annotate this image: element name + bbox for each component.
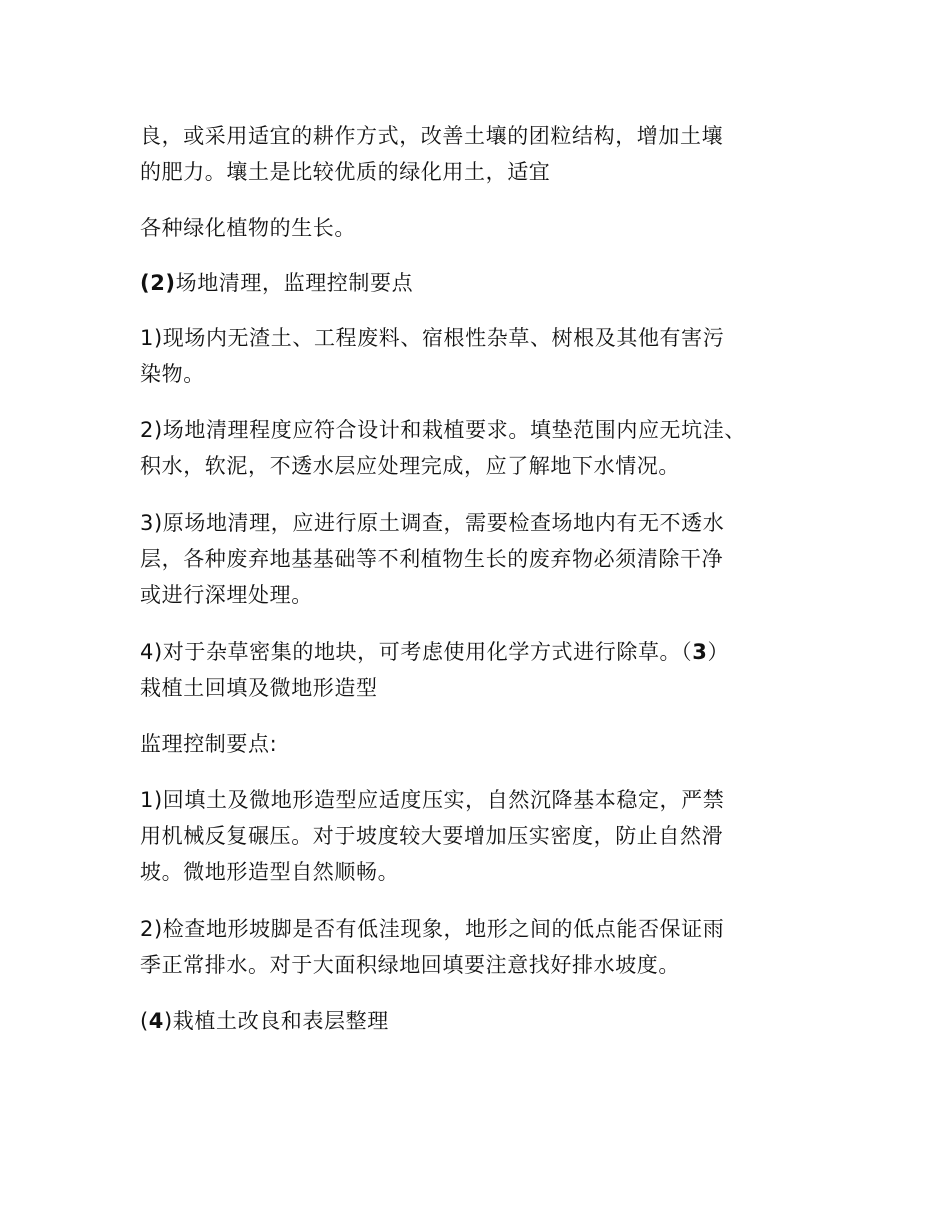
text-line: 积水，软泥，不透水层应处理完成，应了解地下水情况。 xyxy=(140,454,680,478)
text-line: 坡。微地形造型自然顺畅。 xyxy=(140,860,400,884)
section-heading-soil-improvement xyxy=(140,1003,820,1039)
paragraph-plant-growth xyxy=(140,210,820,246)
text-line: 或进行深埋处理。 xyxy=(140,583,313,607)
text-line: 1)回填土及微地形造型应适度压实，自然沉降基本稳定，严禁 xyxy=(140,788,725,812)
section-heading-site-clearing xyxy=(140,265,820,301)
section-number: 4 xyxy=(148,1009,165,1033)
text-line: 2)场地清理程度应符合设计和栽植要求。填垫范围内应无坑洼、 xyxy=(140,418,746,442)
text-line: 1)现场内无渣土、工程废料、宿根性杂草、树根及其他有害污 xyxy=(140,326,725,350)
text-line: 监理控制要点: xyxy=(140,732,278,756)
list-item-1-backfill xyxy=(140,782,820,890)
text-line: 层，各种废弃地基基础等不利植物生长的废弃物必须清除干净 xyxy=(140,547,724,571)
list-item-4-and-section-3-heading xyxy=(140,634,820,706)
section-title: 栽植土回填及微地形造型 xyxy=(140,676,378,700)
list-item-3-clearing xyxy=(140,505,820,613)
text-line: 良，或采用适宜的耕作方式，改善土壤的团粒结构，增加土壤 xyxy=(140,124,724,148)
text-line: 季正常排水。对于大面积绿地回填要注意找好排水坡度。 xyxy=(140,953,680,977)
section-title: )栽植土改良和表层整理 xyxy=(164,1009,389,1033)
paragraph-control-points xyxy=(140,726,820,762)
section-title: 场地清理，监理控制要点 xyxy=(175,271,414,295)
list-item-2-clearing xyxy=(140,412,820,484)
text-segment: ( xyxy=(140,1009,149,1033)
list-item-2-backfill xyxy=(140,911,820,983)
paragraph-soil-improvement xyxy=(140,118,820,190)
text-segment: ） xyxy=(707,640,730,664)
section-number: 3 xyxy=(692,640,708,664)
list-item-1-clearing xyxy=(140,320,820,392)
text-line: 2)检查地形坡脚是否有低洼现象，地形之间的低点能否保证雨 xyxy=(140,917,725,941)
text-line: 用机械反复碾压。对于坡度较大要增加压实密度，防止自然滑 xyxy=(140,824,724,848)
text-segment: 4)对于杂草密集的地块，可考虑使用化学方式进行除草。（ xyxy=(140,640,693,664)
text-line: 染物。 xyxy=(140,362,205,386)
section-number: (2) xyxy=(140,271,176,295)
text-line: 的肥力。壤土是比较优质的绿化用土，适宜 xyxy=(140,160,551,184)
text-line: 各种绿化植物的生长。 xyxy=(140,216,356,240)
text-line: 3)原场地清理，应进行原土调查，需要检查场地内有无不透水 xyxy=(140,511,725,535)
